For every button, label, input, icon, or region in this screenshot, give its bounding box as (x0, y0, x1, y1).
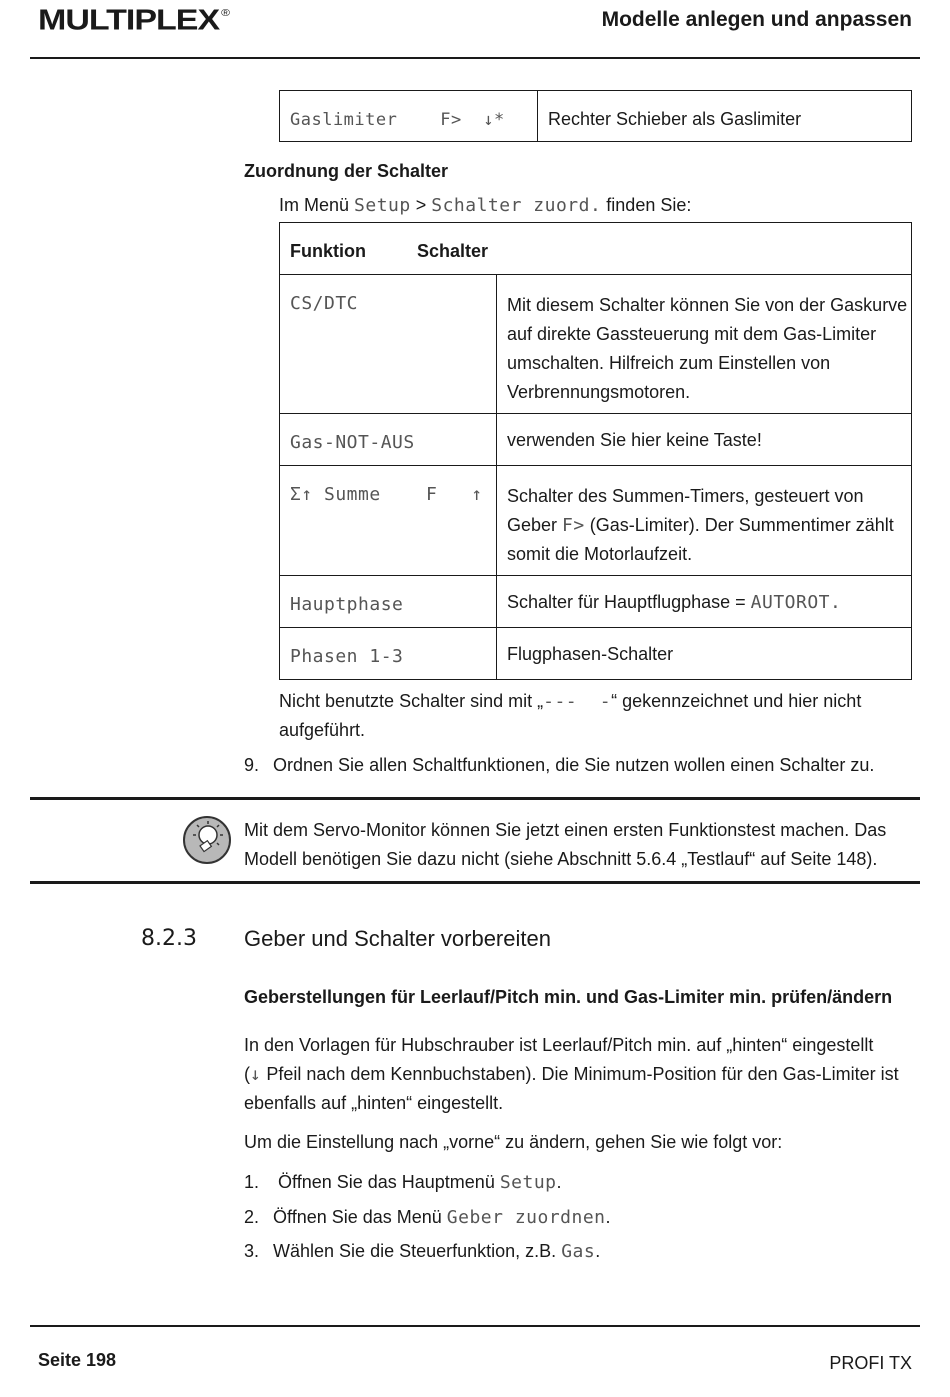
tip-text: Mit dem Servo-Monitor können Sie jetzt einen ersten Funktionstest machen. Das Modell benötigen Sie dazu nicht (siehe Abschnitt 5.6.4 „Testlauf“ auf Seite 148). (244, 820, 887, 869)
switches-heading: Zuordnung der Schalter (244, 161, 449, 181)
lightbulb-icon (182, 815, 232, 865)
table-row: Σ↑ Summe F ↑ Schalter des Summen-Timers, gesteuert von Geber F> (Gas-Limiter). Der Summentimer zählt somit die Motorlaufzeit. (280, 466, 912, 576)
step-2: 2. Öffnen Sie das Menü Geber zuordnen. (244, 1207, 611, 1228)
product-name: PROFI TX (829, 1353, 912, 1373)
table-row: Hauptphase Schalter für Hauptflugphase = AUTOROT. (280, 576, 912, 628)
tip-bottom-rule (30, 881, 920, 884)
table-row: Gas-NOT-AUS verwenden Sie hier keine Taste! (280, 414, 912, 466)
section-paragraph-2: Um die Einstellung nach „vorne“ zu ändern, gehen Sie wie folgt vor: (244, 1132, 783, 1152)
switches-intro: Im Menü Setup > Schalter zuord. finden Sie: (279, 195, 692, 216)
step-9: 9. Ordnen Sie allen Schaltfunktionen, die Sie nutzen wollen einen Schalter zu. (244, 755, 875, 775)
tip-top-rule (30, 797, 920, 800)
step-3: 3. Wählen Sie die Steuerfunktion, z.B. Gas. (244, 1241, 601, 1262)
table-row: Phasen 1-3 Flugphasen-Schalter (280, 628, 912, 680)
section-paragraph-1: In den Vorlagen für Hubschrauber ist Leerlauf/Pitch min. auf „hinten“ eingestellt (↓ Pfeil nach dem Kennbuchstaben). Die Minimum-Position für den Gas-Limiter ist ebenfalls auf „hinten“ eingestellt. (244, 1035, 899, 1113)
multiplex-logo: MULTIPLEX ® (38, 4, 229, 37)
page-title: Modelle anlegen und anpassen (601, 8, 912, 31)
header-rule (30, 57, 920, 59)
section-number: 8.2.3 (141, 926, 197, 951)
col-switch-header: Schalter (417, 241, 489, 261)
page-number: Seite 198 (38, 1350, 117, 1370)
unused-switches-note: Nicht benutzte Schalter sind mit „--- -“ gekennzeichnet und hier nicht aufgeführt. (279, 691, 862, 740)
section-title: Geber und Schalter vorbereiten (244, 926, 551, 951)
footer-rule (30, 1325, 920, 1327)
col-function-header: Funktion (290, 241, 366, 261)
gaslimiter-lcd: Gaslimiter F> ↓* (290, 110, 505, 130)
gaslimiter-table (279, 90, 912, 142)
table-row: CS/DTC Mit diesem Schalter können Sie von der Gaskurve auf direkte Gassteuerung mit dem Gas-Limiter umschalten. Hilfreich zum Einstellen von Verbrennungsmotoren. (280, 275, 912, 414)
section-subheading: Geberstellungen für Leerlauf/Pitch min. und Gas-Limiter min. prüfen/ändern (244, 987, 893, 1007)
step-1: 1. Öffnen Sie das Hauptmenü Setup. (244, 1172, 562, 1193)
switches-table (279, 222, 912, 680)
gaslimiter-desc: Rechter Schieber als Gaslimiter (548, 109, 802, 129)
